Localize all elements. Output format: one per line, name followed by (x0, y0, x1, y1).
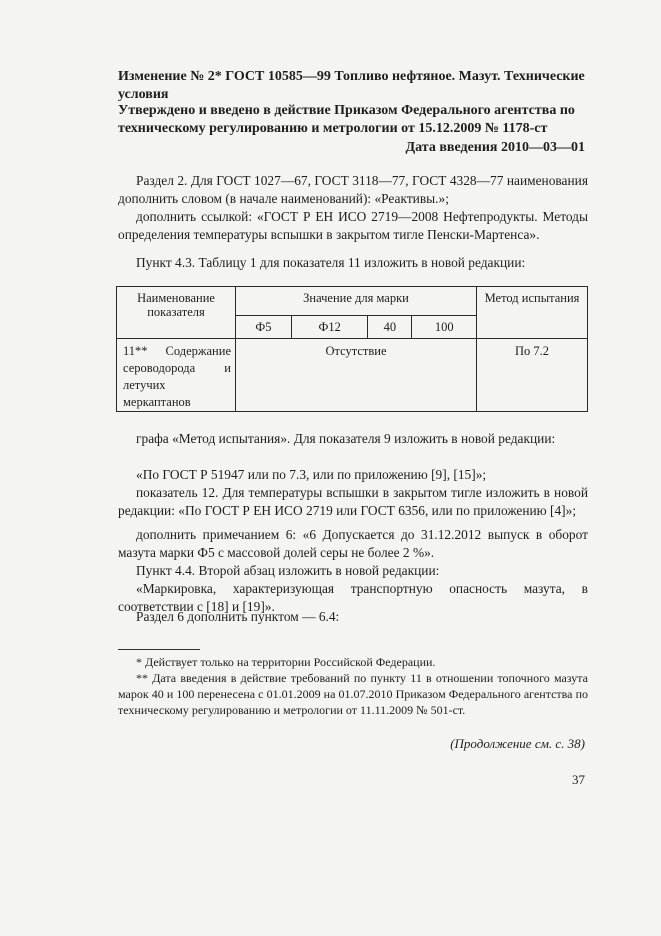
header-test-method: Метод испытания (477, 287, 588, 339)
grade-100: 100 (412, 316, 477, 339)
header-grade-value: Значение для марки (236, 287, 477, 316)
paragraph-add-reference: дополнить ссылкой: «ГОСТ Р ЕН ИСО 2719—2008 Нефтепродукты. Методы определения температуры вспышки в закрытом тигле Пенски-Мартенса». (118, 209, 588, 242)
footnote-1: * Действует только на территории Российской Федерации. (136, 655, 436, 669)
indicator-table (116, 286, 588, 412)
header-indicator-name: Наименование показателя (117, 287, 236, 339)
paragraph-marking: «Маркировка, характеризующая транспортную опасность мазута, в соответствии с [18] и [19]». (118, 581, 588, 614)
footnote-2: ** Дата введения в действие требований по пункту 11 в отношении топочного мазута марок 40 и 100 перенесена с 01.01.2009 на 01.07.2010 Приказом Федерального агентства по техническому регулированию и метрологии от 11.11.2009 № 501-ст. (118, 671, 588, 717)
grade-40: 40 (368, 316, 412, 339)
paragraph-indicator-12: показатель 12. Для температуры вспышки в закрытом тигле изложить в новой редакции: «По ГОСТ Р ЕН ИСО 2719 или ГОСТ 6356, или по приложению [4]»; (118, 485, 588, 518)
grade-f12: Ф12 (291, 316, 367, 339)
paragraph-method-9: «По ГОСТ Р 51947 или по 7.3, или по приложению [9], [15]»; (136, 467, 487, 482)
effective-date: Дата введения 2010—03—01 (405, 140, 585, 155)
indicator-value-cell: Отсутствие (236, 339, 477, 412)
indicator-name-cell: 11** Содержание сероводорода и летучих меркаптанов (117, 339, 236, 412)
paragraph-test-method: графа «Метод испытания». Для показателя 9 изложить в новой редакции: (136, 431, 556, 446)
approval-statement: Утверждено и введено в действие Приказом Федерального агентства по техническому регулированию и метрологии от 15.12.2009 № 1178-ст (118, 103, 575, 136)
paragraph-section-2: Раздел 2. Для ГОСТ 1027—67, ГОСТ 3118—77, ГОСТ 4328—77 наименования дополнить словом (в начале наименований): «Реактивы.»; (118, 173, 588, 206)
grade-f5: Ф5 (236, 316, 292, 339)
footnote-divider (118, 649, 200, 650)
indicator-method-cell: По 7.2 (477, 339, 588, 412)
paragraph-clause-4-3: Пункт 4.3. Таблицу 1 для показателя 11 изложить в новой редакции: (136, 255, 526, 270)
paragraph-section-6: Раздел 6 дополнить пунктом — 6.4: (136, 609, 340, 624)
continuation-note: (Продолжение см. с. 38) (450, 736, 585, 751)
page-number: 37 (572, 772, 585, 787)
paragraph-clause-4-4: Пункт 4.4. Второй абзац изложить в новой редакции: (136, 563, 440, 578)
amendment-title: Изменение № 2* ГОСТ 10585—99 Топливо нефтяное. Мазут. Технические условия (118, 69, 585, 102)
paragraph-note-6: дополнить примечанием 6: «6 Допускается до 31.12.2012 выпуск в оборот мазута марки Ф5 с массовой долей серы не более 2 %». (118, 527, 588, 560)
